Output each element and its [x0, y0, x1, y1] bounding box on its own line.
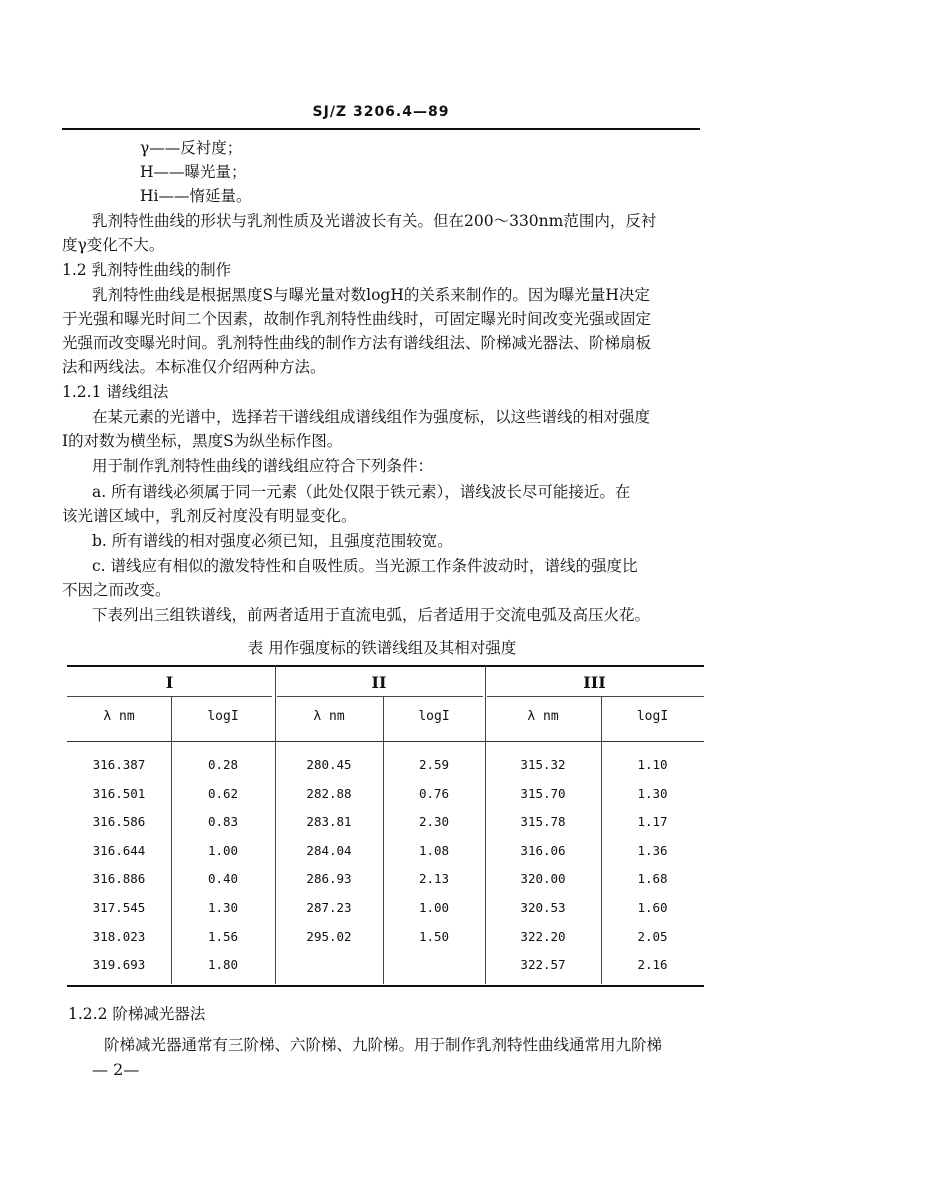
col-header-logi: logI	[636, 709, 669, 724]
wavelength-cell: 319.693	[92, 957, 146, 972]
logi-cell: 1.36	[637, 843, 668, 858]
section-heading-1-2-2: 1.2.2 阶梯减光器法	[68, 1005, 206, 1023]
logi-cell: 2.59	[418, 757, 450, 772]
paragraph-line: 用于制作乳剂特性曲线的谱线组应符合下列条件：	[92, 457, 434, 475]
group-header-iii: III	[583, 673, 606, 692]
logi-cell: 2.16	[637, 957, 668, 972]
table-caption: 表 用作强度标的铁谱线组及其相对强度	[247, 639, 517, 657]
header-body-rule	[67, 741, 704, 742]
wavelength-cell: 295.02	[306, 929, 352, 944]
col-header-wavelength: λ nm	[103, 709, 135, 724]
paragraph-line: 光强而改变曝光时间。乳剂特性曲线的制作方法有谱线组法、阶梯减光器法、阶梯扇板	[62, 334, 652, 352]
group-header-i: I	[165, 673, 174, 692]
wavelength-cell: 284.04	[306, 843, 352, 858]
paragraph-line: 乳剂特性曲线是根据黑度S与曝光量对数logH的关系来制作的。因为曝光量H决定	[92, 286, 650, 304]
group-underline	[277, 696, 483, 697]
definition-gamma: γ——反衬度；	[140, 139, 243, 157]
logi-cell: 1.80	[207, 957, 239, 972]
logi-cell: 0.76	[418, 786, 450, 801]
wavelength-cell: 320.53	[520, 900, 566, 915]
logi-cell: 0.62	[207, 786, 239, 801]
wavelength-cell: 282.88	[306, 786, 352, 801]
wavelength-cell: 322.57	[520, 957, 566, 972]
condition-a: a. 所有谱线必须属于同一元素（此处仅限于铁元素），谱线波长尽可能接近。在	[92, 483, 631, 501]
logi-cell: 2.05	[637, 929, 668, 944]
condition-c: c. 谱线应有相似的激发特性和自吸性质。当光源工作条件波动时，谱线的强度比	[92, 557, 638, 575]
wavelength-cell: 316.586	[92, 814, 146, 829]
condition-b: b. 所有谱线的相对强度必须已知，且强度范围较宽。	[92, 532, 453, 550]
logi-cell: 1.08	[418, 843, 450, 858]
logi-cell: 2.13	[418, 871, 450, 886]
col-header-wavelength: λ nm	[313, 709, 345, 724]
logi-cell: 1.30	[637, 786, 668, 801]
wavelength-cell: 280.45	[306, 757, 352, 772]
wavelength-cell: 318.023	[92, 929, 146, 944]
wavelength-cell: 316.886	[92, 871, 146, 886]
logi-cell: 0.83	[207, 814, 239, 829]
section-heading-1-2-1: 1.2.1 谱线组法	[62, 383, 169, 401]
wavelength-cell: 316.644	[92, 843, 146, 858]
wavelength-cell: 316.387	[92, 757, 146, 772]
paragraph-line: I的对数为横坐标，黑度S为纵坐标作图。	[62, 432, 343, 450]
logi-cell: 1.56	[207, 929, 239, 944]
col-header-wavelength: λ nm	[527, 709, 559, 724]
condition-c-cont: 不因之而改变。	[62, 581, 171, 599]
wavelength-cell: 286.93	[306, 871, 352, 886]
wavelength-cell: 317.545	[92, 900, 146, 915]
group-underline	[67, 696, 272, 697]
logi-cell: 1.50	[418, 929, 450, 944]
wavelength-cell: 316.501	[92, 786, 146, 801]
logi-cell: 1.30	[207, 900, 239, 915]
paragraph-line: 阶梯减光器通常有三阶梯、六阶梯、九阶梯。用于制作乳剂特性曲线通常用九阶梯	[104, 1036, 663, 1054]
group-underline	[487, 696, 704, 697]
definition-hi: Hi——惰延量。	[140, 187, 252, 205]
logi-cell: 2.30	[418, 814, 450, 829]
logi-cell: 0.28	[207, 757, 239, 772]
logi-cell: 1.17	[637, 814, 668, 829]
wavelength-cell: 316.06	[520, 843, 566, 858]
col-header-logi: logI	[207, 709, 239, 724]
wavelength-cell: 315.32	[520, 757, 566, 772]
header-rule	[62, 128, 700, 130]
logi-cell: 1.00	[207, 843, 239, 858]
wavelength-cell: 287.23	[306, 900, 352, 915]
logi-cell: 1.60	[637, 900, 668, 915]
logi-cell: 1.00	[418, 900, 450, 915]
logi-cell: 1.10	[637, 757, 668, 772]
wavelength-cell: 322.20	[520, 929, 566, 944]
table-bottom-rule	[67, 985, 704, 987]
wavelength-cell: 283.81	[306, 814, 352, 829]
paragraph-line: 度γ变化不大。	[62, 236, 165, 254]
wavelength-cell: 320.00	[520, 871, 566, 886]
group-header-ii: II	[371, 673, 387, 692]
wavelength-cell: 315.70	[520, 786, 566, 801]
paragraph-line: 法和两线法。本标准仅介绍两种方法。	[62, 358, 326, 376]
definition-h: H——曝光量；	[140, 163, 247, 181]
page-number: — 2—	[92, 1060, 140, 1079]
logi-cell: 0.40	[207, 871, 239, 886]
condition-a-cont: 该光谱区域中，乳剂反衬度没有明显变化。	[62, 507, 357, 525]
paragraph-line: 在某元素的光谱中，选择若干谱线组成谱线组作为强度标，以这些谱线的相对强度	[92, 408, 651, 426]
col-header-logi: logI	[418, 709, 450, 724]
section-heading-1-2: 1.2 乳剂特性曲线的制作	[62, 261, 232, 279]
logi-cell: 1.68	[637, 871, 668, 886]
paragraph-line: 下表列出三组铁谱线，前两者适用于直流电弧，后者适用于交流电弧及高压火花。	[92, 606, 651, 624]
table-top-rule	[67, 665, 704, 667]
paragraph-line: 乳剂特性曲线的形状与乳剂性质及光谱波长有关。但在200～330nm范围内，反衬	[92, 212, 657, 230]
paragraph-line: 于光强和曝光时间二个因素，故制作乳剂特性曲线时，可固定曝光时间改变光强或固定	[62, 310, 652, 328]
document-code: SJ/Z 3206.4—89	[312, 104, 450, 120]
wavelength-cell: 315.78	[520, 814, 566, 829]
